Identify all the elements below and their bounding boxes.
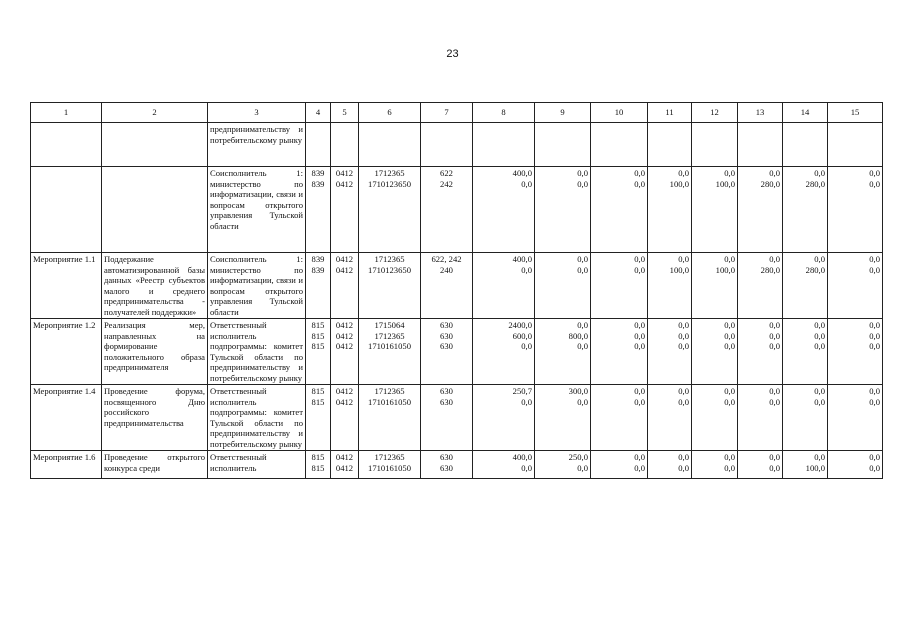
value-cell-col-10 [591, 385, 648, 451]
value-cell-col-4 [306, 253, 331, 319]
cell-value: 0,0 [869, 396, 880, 407]
measure-cell [31, 385, 102, 451]
cell-value: 0412 [335, 254, 354, 264]
cell-value: 100,0 [805, 462, 825, 473]
cell-text: Мероприятие 1.6 [33, 452, 96, 462]
cell-value: 0,0 [634, 264, 645, 275]
executor-cell [208, 253, 306, 319]
cell-value: 0,0 [769, 462, 780, 473]
header-row [31, 103, 883, 123]
value-cell-col-15 [828, 319, 883, 385]
cell-value: 0,0 [769, 386, 780, 396]
value-cell-col-5 [331, 451, 359, 479]
value-cell-col-4 [306, 451, 331, 479]
value-cell-col-8 [473, 385, 535, 451]
cell-value: 0,0 [678, 320, 689, 330]
column-header-7: 7 [421, 103, 473, 123]
cell-value: 0,0 [577, 168, 588, 178]
value-cell-col-13 [738, 167, 783, 253]
measure-name-cell [102, 167, 208, 253]
cell-value: 630 [440, 320, 453, 330]
value-cell-col-14 [783, 167, 828, 253]
cell-value: 1712365 [374, 254, 405, 264]
budget-table [30, 102, 883, 479]
cell-value: 0,0 [869, 462, 880, 473]
measure-cell [31, 167, 102, 253]
cell-value: 0,0 [577, 254, 588, 264]
cell-value: 800,0 [568, 330, 588, 341]
value-cell-col-8 [473, 167, 535, 253]
table-row [31, 253, 883, 319]
cell-value: 0,0 [634, 452, 645, 462]
value-cell-col-9 [535, 167, 591, 253]
cell-value: 0,0 [634, 178, 645, 189]
cell-text: Реализация мер, направленных на формирование положительного образа предпринимателя [104, 320, 205, 372]
cell-value: 280,0 [760, 178, 780, 189]
executor-cell [208, 385, 306, 451]
value-cell-col-5 [331, 385, 359, 451]
cell-value: 300,0 [568, 386, 588, 396]
cell-value: 0412 [335, 462, 354, 473]
cell-value: 1710161050 [368, 341, 411, 351]
cell-value: 0,0 [814, 330, 825, 341]
value-cell-col-8 [473, 451, 535, 479]
cell-value: 400,0 [512, 168, 532, 178]
cell-value: 0,0 [724, 341, 735, 351]
value-cell-col-6 [359, 319, 421, 385]
column-header-6: 6 [359, 103, 421, 123]
cell-value: 0,0 [634, 396, 645, 407]
cell-value: 0,0 [724, 168, 735, 178]
measure-cell [31, 123, 102, 167]
value-cell-col-15 [828, 167, 883, 253]
value-cell-col-13 [738, 385, 783, 451]
executor-cell [208, 123, 306, 167]
cell-value: 0,0 [869, 264, 880, 275]
cell-value: 0,0 [769, 254, 780, 264]
value-cell-col-13 [738, 451, 783, 479]
cell-value: 622 [440, 168, 453, 178]
value-cell-col-14 [783, 451, 828, 479]
cell-value: 0,0 [634, 386, 645, 396]
cell-text: Мероприятие 1.4 [33, 386, 96, 396]
cell-value: 0,0 [814, 396, 825, 407]
cell-value: 0,0 [577, 462, 588, 473]
cell-text: Мероприятие 1.2 [33, 320, 96, 330]
cell-value: 0,0 [869, 178, 880, 189]
cell-value: 0,0 [869, 320, 880, 330]
cell-value: 0,0 [814, 452, 825, 462]
column-header-11: 11 [648, 103, 692, 123]
cell-value: 0,0 [724, 396, 735, 407]
column-header-1: 1 [31, 103, 102, 123]
cell-value: 0,0 [678, 254, 689, 264]
cell-value: 280,0 [805, 178, 825, 189]
measure-cell [31, 319, 102, 385]
cell-value: 2400,0 [508, 320, 532, 330]
measure-name-cell [102, 385, 208, 451]
cell-value: 0,0 [521, 264, 532, 275]
cell-value: 630 [440, 330, 453, 341]
value-cell-col-12 [692, 385, 738, 451]
value-cell-col-14 [783, 123, 828, 167]
cell-value: 0,0 [814, 320, 825, 330]
cell-value: 0,0 [634, 168, 645, 178]
cell-value: 1712365 [374, 330, 405, 341]
cell-text: Ответственный исполнитель подпрограммы: комитет Тульской области по предпринимательству и потребительскому рынку [210, 386, 303, 449]
cell-text: Ответственный исполнитель [210, 452, 267, 473]
cell-value: 0,0 [678, 396, 689, 407]
value-cell-col-9 [535, 385, 591, 451]
cell-value: 839 [311, 264, 325, 275]
cell-value: 622, 242 [431, 254, 462, 264]
cell-value: 0,0 [724, 452, 735, 462]
cell-value: 0,0 [869, 330, 880, 341]
cell-value: 0,0 [724, 462, 735, 473]
cell-value: 0,0 [869, 452, 880, 462]
value-cell-col-4 [306, 385, 331, 451]
cell-value: 240 [440, 264, 453, 275]
value-cell-col-4 [306, 123, 331, 167]
cell-value: 100,0 [715, 178, 735, 189]
column-header-13: 13 [738, 103, 783, 123]
value-cell-col-4 [306, 167, 331, 253]
cell-text: Ответственный исполнитель подпрограммы: комитет Тульской области по предпринимательству и потребительскому рынку [210, 320, 303, 383]
cell-value: 600,0 [512, 330, 532, 341]
value-cell-col-6 [359, 253, 421, 319]
value-cell-col-9 [535, 319, 591, 385]
cell-value: 400,0 [512, 452, 532, 462]
value-cell-col-7 [421, 167, 473, 253]
cell-value: 630 [440, 462, 453, 473]
measure-name-cell [102, 123, 208, 167]
column-header-9: 9 [535, 103, 591, 123]
cell-value: 0,0 [634, 462, 645, 473]
cell-value: 250,7 [512, 386, 532, 396]
measure-name-cell [102, 451, 208, 479]
value-cell-col-9 [535, 451, 591, 479]
cell-value: 0412 [335, 330, 354, 341]
value-cell-col-9 [535, 123, 591, 167]
value-cell-col-7 [421, 451, 473, 479]
cell-value: 630 [440, 396, 453, 407]
table-row [31, 123, 883, 167]
cell-value: 0,0 [869, 341, 880, 351]
value-cell-col-5 [331, 167, 359, 253]
cell-value: 100,0 [669, 264, 689, 275]
cell-value: 100,0 [715, 264, 735, 275]
cell-value: 0,0 [814, 254, 825, 264]
cell-value: 839 [311, 168, 325, 178]
value-cell-col-6 [359, 123, 421, 167]
value-cell-col-12 [692, 123, 738, 167]
value-cell-col-5 [331, 123, 359, 167]
cell-value: 0,0 [678, 462, 689, 473]
cell-value: 1710123650 [368, 264, 411, 275]
cell-value: 815 [311, 330, 325, 341]
cell-value: 630 [440, 452, 453, 462]
cell-value: 0,0 [814, 341, 825, 351]
cell-value: 0,0 [577, 264, 588, 275]
measure-name-cell [102, 319, 208, 385]
value-cell-col-7 [421, 385, 473, 451]
cell-value: 1715064 [374, 320, 405, 330]
cell-value: 815 [311, 341, 325, 351]
table-row [31, 319, 883, 385]
value-cell-col-7 [421, 123, 473, 167]
cell-value: 0,0 [634, 341, 645, 351]
value-cell-col-13 [738, 253, 783, 319]
cell-value: 0,0 [814, 386, 825, 396]
executor-cell [208, 319, 306, 385]
value-cell-col-8 [473, 123, 535, 167]
cell-text: предпринимательству и потребительскому рынку [210, 124, 303, 145]
value-cell-col-10 [591, 253, 648, 319]
measure-cell [31, 451, 102, 479]
value-cell-col-15 [828, 253, 883, 319]
cell-value: 839 [311, 178, 325, 189]
cell-value: 0412 [335, 320, 354, 330]
cell-value: 400,0 [512, 254, 532, 264]
cell-value: 0412 [335, 452, 354, 462]
cell-value: 0412 [335, 168, 354, 178]
value-cell-col-11 [648, 385, 692, 451]
value-cell-col-10 [591, 319, 648, 385]
column-header-10: 10 [591, 103, 648, 123]
cell-text: Поддержание автоматизированной базы данных «Реестр субъектов малого и среднего предпринимательства - получателей поддержки» [104, 254, 205, 317]
cell-value: 0,0 [869, 168, 880, 178]
cell-text: Соисполнитель 1: министерство по информатизации, связи и вопросам открытого управления Тульской области [210, 168, 303, 231]
cell-value: 0,0 [577, 396, 588, 407]
cell-text: Проведение форума, посвященного Дню российского предпринимательства [104, 386, 205, 428]
cell-value: 280,0 [760, 264, 780, 275]
cell-value: 0,0 [724, 320, 735, 330]
cell-value: 250,0 [568, 452, 588, 462]
cell-value: 242 [440, 178, 453, 189]
cell-text: Мероприятие 1.1 [33, 254, 96, 264]
column-header-15: 15 [828, 103, 883, 123]
value-cell-col-11 [648, 319, 692, 385]
value-cell-col-13 [738, 319, 783, 385]
value-cell-col-12 [692, 319, 738, 385]
column-header-8: 8 [473, 103, 535, 123]
cell-value: 815 [311, 452, 325, 462]
cell-value: 0,0 [577, 178, 588, 189]
table-row [31, 451, 883, 479]
cell-value: 0,0 [634, 254, 645, 264]
value-cell-col-15 [828, 451, 883, 479]
cell-value: 0412 [335, 396, 354, 407]
cell-value: 0412 [335, 386, 354, 396]
executor-cell [208, 167, 306, 253]
cell-value: 815 [311, 462, 325, 473]
cell-value: 0,0 [724, 254, 735, 264]
value-cell-col-6 [359, 167, 421, 253]
value-cell-col-6 [359, 451, 421, 479]
column-header-12: 12 [692, 103, 738, 123]
value-cell-col-12 [692, 253, 738, 319]
cell-value: 815 [311, 386, 325, 396]
cell-value: 0,0 [678, 386, 689, 396]
cell-value: 1710161050 [368, 396, 411, 407]
column-header-14: 14 [783, 103, 828, 123]
value-cell-col-10 [591, 451, 648, 479]
cell-value: 0,0 [577, 320, 588, 330]
cell-value: 0,0 [769, 452, 780, 462]
column-header-5: 5 [331, 103, 359, 123]
measure-name-cell [102, 253, 208, 319]
cell-value: 630 [440, 386, 453, 396]
cell-value: 815 [311, 320, 325, 330]
value-cell-col-11 [648, 167, 692, 253]
column-header-4: 4 [306, 103, 331, 123]
cell-value: 0,0 [577, 341, 588, 351]
column-header-2: 2 [102, 103, 208, 123]
value-cell-col-9 [535, 253, 591, 319]
value-cell-col-11 [648, 253, 692, 319]
column-header-3: 3 [208, 103, 306, 123]
value-cell-col-8 [473, 319, 535, 385]
table-row [31, 385, 883, 451]
cell-value: 0,0 [634, 320, 645, 330]
cell-value: 0,0 [521, 396, 532, 407]
cell-value: 1710161050 [368, 462, 411, 473]
cell-value: 280,0 [805, 264, 825, 275]
executor-cell [208, 451, 306, 479]
value-cell-col-12 [692, 167, 738, 253]
cell-value: 1712365 [374, 386, 405, 396]
cell-value: 0,0 [678, 452, 689, 462]
value-cell-col-15 [828, 123, 883, 167]
cell-value: 0,0 [769, 341, 780, 351]
cell-value: 0,0 [869, 254, 880, 264]
cell-value: 0,0 [521, 462, 532, 473]
value-cell-col-6 [359, 385, 421, 451]
cell-value: 0412 [335, 341, 354, 351]
value-cell-col-14 [783, 385, 828, 451]
value-cell-col-7 [421, 253, 473, 319]
value-cell-col-11 [648, 451, 692, 479]
value-cell-col-4 [306, 319, 331, 385]
cell-value: 0,0 [678, 341, 689, 351]
cell-text: Проведение открытого конкурса среди [104, 452, 205, 473]
value-cell-col-5 [331, 319, 359, 385]
value-cell-col-15 [828, 385, 883, 451]
value-cell-col-12 [692, 451, 738, 479]
cell-value: 0,0 [814, 168, 825, 178]
cell-value: 0412 [335, 264, 354, 275]
cell-value: 630 [440, 341, 453, 351]
value-cell-col-10 [591, 123, 648, 167]
page-number: 23 [446, 48, 459, 60]
cell-value: 0,0 [769, 168, 780, 178]
cell-value: 0,0 [769, 396, 780, 407]
table-row [31, 167, 883, 253]
value-cell-col-7 [421, 319, 473, 385]
cell-value: 0,0 [724, 330, 735, 341]
cell-value: 0,0 [769, 330, 780, 341]
cell-value: 815 [311, 396, 325, 407]
cell-value: 0,0 [521, 178, 532, 189]
value-cell-col-5 [331, 253, 359, 319]
cell-value: 1712365 [374, 168, 405, 178]
cell-value: 0,0 [678, 330, 689, 341]
cell-value: 0,0 [724, 386, 735, 396]
cell-value: 0,0 [869, 386, 880, 396]
cell-value: 1710123650 [368, 178, 411, 189]
value-cell-col-13 [738, 123, 783, 167]
value-cell-col-10 [591, 167, 648, 253]
cell-value: 839 [311, 254, 325, 264]
cell-value: 0,0 [634, 330, 645, 341]
value-cell-col-11 [648, 123, 692, 167]
value-cell-col-14 [783, 319, 828, 385]
measure-cell [31, 253, 102, 319]
value-cell-col-14 [783, 253, 828, 319]
cell-value: 0,0 [678, 168, 689, 178]
cell-value: 0,0 [521, 341, 532, 351]
value-cell-col-8 [473, 253, 535, 319]
cell-text: Соисполнитель 1: министерство по информатизации, связи и вопросам открытого управления Тульской области [210, 254, 303, 317]
cell-value: 1712365 [374, 452, 405, 462]
cell-value: 0412 [335, 178, 354, 189]
cell-value: 0,0 [769, 320, 780, 330]
cell-value: 100,0 [669, 178, 689, 189]
